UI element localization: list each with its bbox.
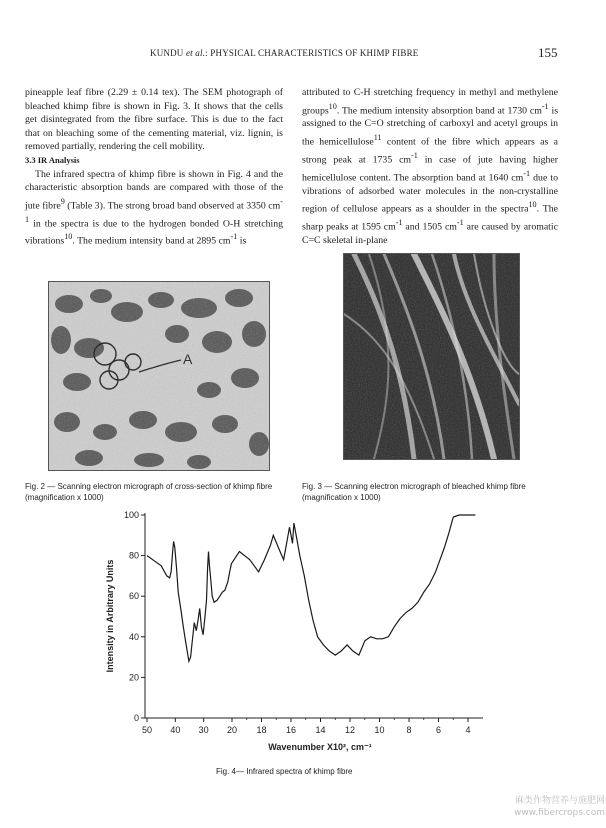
text-run: content of the fibre which appears as a strong peak at 1735 cm [302,136,559,166]
y-tick-label: 60 [128,591,139,602]
text-run: due to vibrations of adsorbed water molecules in the non-crystalline region of cellulose appears as a shoulder in the spectra [302,172,558,215]
text-run: attributed to C-H stretching frequency in methyl and methylene groups [302,87,558,116]
micrograph-texture [49,282,269,470]
x-tick-label: 20 [226,725,238,735]
page-number: 155 [538,45,558,60]
paragraph-sem: pineapple leaf fibre (2.29 ± 0.14 tex). The SEM photograph of bleached khimp fibre is shown in Fig. 3. It shows that the cells get disintegrated from the fibre surface. This is due to the fact that on bleaching some of the cementing material, viz. lignin, is removed partially, rendering the cell mobility. [25,87,283,153]
watermark-line-1: 麻类作物营养与施肥网 [514,796,605,806]
unit-superscript: -1 [230,232,238,242]
unit-superscript: -1 [523,168,531,178]
x-axis-label: Wavenumber X10², cm⁻¹ [268,742,372,752]
chart-axes [145,513,483,718]
x-tick-label: 4 [465,725,471,735]
unit-superscript: -1 [456,218,464,228]
y-axis-label: Intensity in Arbitrary Units [105,559,115,673]
unit-superscript: -1 [541,101,549,111]
text-run: in case of jute having higher hemicellulose content. The absorption band at 1640 cm [302,154,558,184]
text-run: . The medium intensity band at 2895 cm [72,235,231,247]
left-column [25,86,283,248]
unit-superscript: -1 [25,196,283,224]
text-run: is [237,235,247,247]
ref-superscript: 10 [328,101,337,111]
y-tick-label: 20 [128,672,139,683]
ir-spectrum-chart [100,505,500,767]
ref-superscript: 10 [64,232,73,242]
figure-4-caption: Fig. 4— Infrared spectra of khimp fibre [216,767,353,776]
x-tick-label: 6 [435,725,442,735]
running-head-italic: et al. [185,48,206,58]
text-run: (Table 3). The strong broad band observed at 3350 cm [64,200,281,212]
text-run: . The sharp peaks at 1595 cm [302,203,559,233]
watermark-line-2: www.fibercrops.com [514,808,605,818]
x-tick-label: 18 [256,725,267,735]
sem-micrograph-cross-section [48,281,270,471]
x-tick-label: 50 [141,725,153,735]
x-tick-label: 30 [198,725,209,735]
text-run: in the spectra is due to the hydrogen bonded O-H stretching vibrations [25,217,283,247]
section-heading: 3.3 IR Analysis [25,154,80,165]
y-tick-label: 80 [128,550,139,561]
figure-2-caption: Fig. 2 — Scanning electron micrograph of cross-section of khimp fibre (magnification x 1000) [25,482,273,502]
y-tick-label: 40 [128,631,139,642]
running-head-prefix: KUNDU [150,48,184,58]
text-run: are caused by aromatic C=C skeletal in-plane [302,221,558,246]
right-column [302,86,558,248]
spectrum-line [147,515,475,661]
paragraph-continued [302,86,558,248]
text-run: The infrared spectra of khimp fibre is shown in Fig. 4 and the characteristic absorption bands are compared with those of the jute fibre [25,168,283,212]
unit-superscript: -1 [395,218,403,228]
paragraph-ir [25,168,283,249]
unit-superscript: -1 [411,150,418,160]
running-head [150,48,450,58]
x-tick-label: 14 [315,725,326,735]
figure-3-caption: Fig. 3 — Scanning electron micrograph of bleached khimp fibre (magnification x 1000) [302,482,526,502]
running-head-suffix: : PHYSICAL CHARACTERISTICS OF KHIMP FIBRE [205,48,419,58]
ref-superscript: 9 [60,196,65,206]
y-tick-label: 0 [133,713,139,723]
ref-superscript: 10 [528,200,537,210]
ref-superscript: 11 [373,133,382,143]
x-tick-label: 16 [285,725,297,735]
text-run: is assigned to the C=O stretching of carboxyl and acetyl groups in the hemicellulose [302,104,559,148]
watermark [480,795,605,819]
x-tick-label: 10 [374,725,385,735]
text-run: . The medium intensity absorption band at 1730 cm [336,104,542,116]
sem-micrograph-bleached-fibre [343,253,520,460]
x-tick-label: 8 [406,725,412,735]
micrograph-texture [344,254,519,459]
x-tick-label: 40 [170,725,181,735]
text-run: and 1505 cm [402,221,457,233]
y-tick-label: 100 [123,510,139,520]
x-tick-label: 12 [344,725,356,735]
